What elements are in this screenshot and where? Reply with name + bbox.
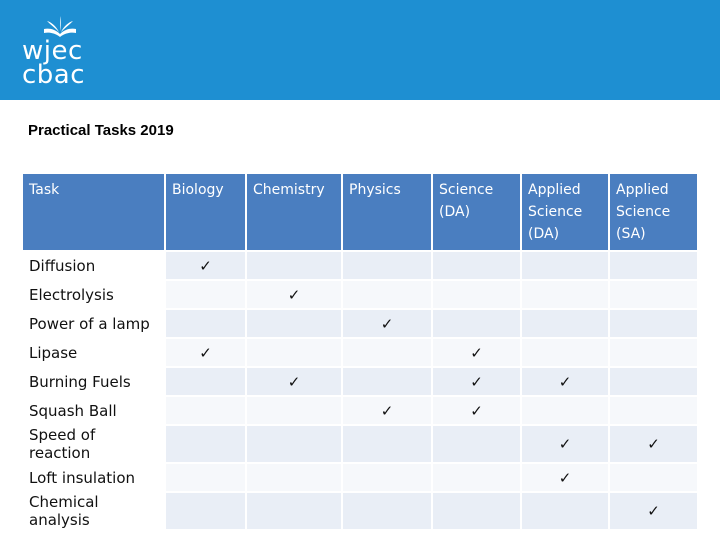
task-name: Loft insulation (23, 464, 164, 491)
tick-cell (343, 493, 431, 529)
tick-cell (610, 252, 697, 279)
page-title: Practical Tasks 2019 (28, 122, 174, 139)
tick-cell: ✓ (343, 397, 431, 424)
tick-cell (166, 310, 245, 337)
tick-cell (343, 368, 431, 395)
column-header-applied-science-da: Applied Science (DA) (522, 174, 608, 250)
table-row (23, 426, 697, 462)
tick-cell (343, 252, 431, 279)
tick-cell (522, 252, 608, 279)
column-header-physics: Physics (343, 174, 431, 250)
column-header-chemistry: Chemistry (247, 174, 341, 250)
tick-cell: ✓ (166, 339, 245, 366)
tick-cell (247, 252, 341, 279)
tick-cell (610, 397, 697, 424)
tick-cell (522, 281, 608, 308)
column-header-science-da: Science (DA) (433, 174, 520, 250)
column-header-applied-science-sa: Applied Science (SA) (610, 174, 697, 250)
tick-cell: ✓ (522, 368, 608, 395)
tick-cell (433, 310, 520, 337)
wjec-logo[interactable] (18, 10, 98, 90)
task-name: Electrolysis (23, 281, 164, 308)
task-name: Lipase (23, 339, 164, 366)
task-name: Squash Ball (23, 397, 164, 424)
task-name: Speed of reaction (23, 426, 164, 462)
table-row (23, 339, 697, 366)
tick-cell (247, 493, 341, 529)
tick-cell (522, 493, 608, 529)
tick-cell (166, 464, 245, 491)
tick-cell (522, 339, 608, 366)
task-name: Power of a lamp (23, 310, 164, 337)
tick-cell (247, 397, 341, 424)
tick-cell: ✓ (522, 464, 608, 491)
tick-cell (166, 426, 245, 462)
table-row (23, 368, 697, 395)
tick-cell: ✓ (343, 310, 431, 337)
tick-cell (610, 368, 697, 395)
tick-cell (247, 464, 341, 491)
tick-cell (166, 368, 245, 395)
tick-cell (522, 397, 608, 424)
tick-cell (343, 464, 431, 491)
table-row (23, 493, 697, 529)
tick-cell (433, 252, 520, 279)
tick-cell: ✓ (433, 368, 520, 395)
tick-cell: ✓ (433, 397, 520, 424)
table-row (23, 252, 697, 279)
tick-cell (610, 339, 697, 366)
table-row (23, 464, 697, 491)
tick-cell (522, 310, 608, 337)
tick-cell (343, 281, 431, 308)
task-name: Chemical analysis (23, 493, 164, 529)
tick-cell (166, 493, 245, 529)
tick-cell (610, 281, 697, 308)
logo-text-wjec: wjec (22, 36, 83, 66)
tick-cell: ✓ (610, 493, 697, 529)
tick-cell (610, 310, 697, 337)
tick-cell: ✓ (247, 281, 341, 308)
tick-cell (433, 493, 520, 529)
table-row (23, 310, 697, 337)
tick-cell (433, 426, 520, 462)
table-header-row (23, 174, 697, 250)
tick-cell: ✓ (247, 368, 341, 395)
column-header-task: Task (23, 174, 164, 250)
practical-tasks-table (21, 172, 699, 531)
column-header-biology: Biology (166, 174, 245, 250)
tick-cell (247, 310, 341, 337)
tick-cell (433, 281, 520, 308)
table-row (23, 397, 697, 424)
tick-cell: ✓ (522, 426, 608, 462)
tick-cell (343, 426, 431, 462)
header-banner (0, 0, 720, 100)
task-name: Burning Fuels (23, 368, 164, 395)
tick-cell (247, 426, 341, 462)
tick-cell (247, 339, 341, 366)
task-name: Diffusion (23, 252, 164, 279)
tick-cell: ✓ (610, 426, 697, 462)
open-book-icon (42, 14, 78, 38)
tick-cell (343, 339, 431, 366)
logo-text-cbac: cbac (22, 60, 86, 90)
tick-cell: ✓ (166, 252, 245, 279)
table-row (23, 281, 697, 308)
tick-cell (433, 464, 520, 491)
tick-cell (166, 281, 245, 308)
tick-cell (166, 397, 245, 424)
tick-cell: ✓ (433, 339, 520, 366)
tick-cell (610, 464, 697, 491)
